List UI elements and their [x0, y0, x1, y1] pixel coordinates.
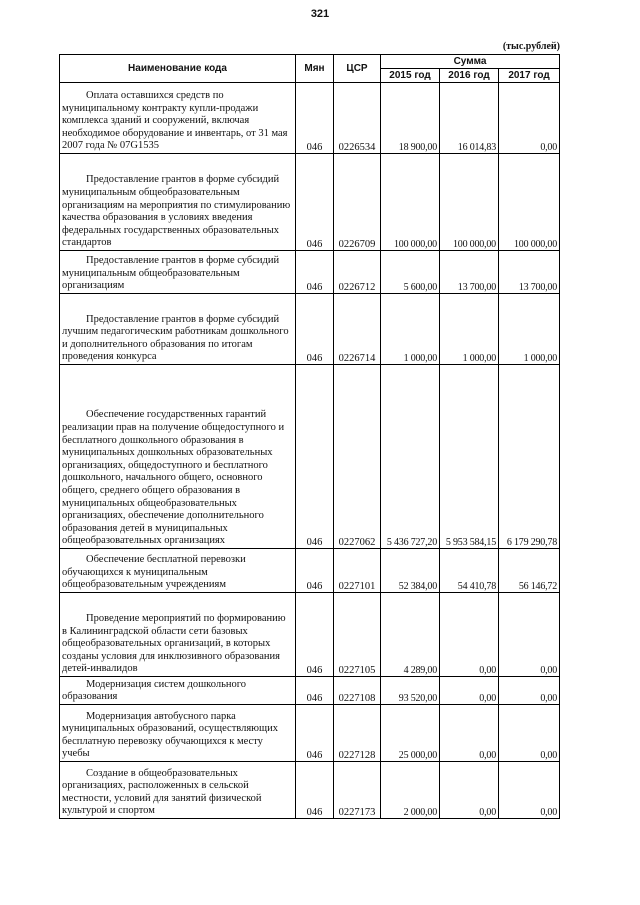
header-sum: Сумма — [381, 55, 560, 69]
row-2015: 5 600,00 — [381, 251, 440, 294]
row-2016: 13 700,00 — [440, 251, 499, 294]
row-2017: 0,00 — [499, 83, 560, 154]
row-name: Обеспечение бесплатной перевозки обучающихся к муниципальным общеобразовательным учреждениям — [62, 554, 246, 591]
header-csr: ЦСР — [334, 55, 381, 83]
row-myan: 046 — [296, 593, 334, 677]
row-2017: 100 000,00 — [499, 154, 560, 251]
row-2017: 0,00 — [499, 762, 560, 819]
row-name: Обеспечение государственных гарантий реализации прав на получение общедоступного и бесплатного дошкольного образования в муниципальных дошкольных образовательных организациях, общедоступного и бесплатного дошкольного, начального общего, основного общего, среднего общего образования в муниципальных общеобразовательных организациях, обеспечение дополнительного образования детей в муниципальных общеобразовательных организациях — [62, 409, 285, 547]
table-row — [60, 593, 560, 677]
row-2015: 18 900,00 — [381, 83, 440, 154]
row-csr: 0227108 — [334, 677, 381, 705]
page-number: 321 — [310, 8, 330, 20]
row-csr: 0226534 — [334, 83, 381, 154]
row-csr: 0227128 — [334, 705, 381, 762]
row-myan: 046 — [296, 677, 334, 705]
table-row — [60, 83, 560, 154]
row-2017: 0,00 — [499, 593, 560, 677]
row-2015: 4 289,00 — [381, 593, 440, 677]
row-2017: 56 146,72 — [499, 549, 560, 593]
row-2015: 52 384,00 — [381, 549, 440, 593]
table-row — [60, 251, 560, 294]
table-row — [60, 294, 560, 365]
row-csr: 0226712 — [334, 251, 381, 294]
table-row — [60, 365, 560, 549]
row-myan: 046 — [296, 549, 334, 593]
row-name: Проведение мероприятий по формированию в Калининградской области сети базовых общеобразовательных организаций, в которых созданы условия для инклюзивного образования детей-инвалидов — [62, 613, 286, 675]
table-row — [60, 705, 560, 762]
row-2015: 93 520,00 — [381, 677, 440, 705]
row-myan: 046 — [296, 294, 334, 365]
table-row — [60, 154, 560, 251]
row-2016: 5 953 584,15 — [440, 365, 499, 549]
row-myan: 046 — [296, 762, 334, 819]
row-name: Предоставление грантов в форме субсидий лучшим педагогическим работникам дошкольного и дополнительного образования по итогам проведения конкурса — [62, 313, 289, 363]
row-myan: 046 — [296, 251, 334, 294]
header-myan: Мян — [296, 55, 334, 83]
row-2015: 100 000,00 — [381, 154, 440, 251]
row-2015: 2 000,00 — [381, 762, 440, 819]
row-myan: 046 — [296, 705, 334, 762]
row-2017: 13 700,00 — [499, 251, 560, 294]
row-2016: 0,00 — [440, 677, 499, 705]
row-myan: 046 — [296, 83, 334, 154]
row-2015: 5 436 727,20 — [381, 365, 440, 549]
table-row — [60, 677, 560, 705]
row-2017: 0,00 — [499, 677, 560, 705]
row-name: Оплата оставшихся средств по муниципальному контракту купли-продажи комплекса зданий и сооружений, включая необходимое оборудование и инвентарь, от 31 мая 2007 года № 07G1535 — [62, 90, 288, 152]
header-2015: 2015 год — [381, 69, 440, 83]
row-2016: 0,00 — [440, 705, 499, 762]
row-2016: 1 000,00 — [440, 294, 499, 365]
row-2015: 1 000,00 — [381, 294, 440, 365]
header-2017: 2017 год — [499, 69, 560, 83]
row-2017: 1 000,00 — [499, 294, 560, 365]
row-name: Создание в общеобразовательных организациях, расположенных в сельской местности, условий для занятий физической культурой и спортом — [62, 767, 262, 817]
row-2017: 0,00 — [499, 705, 560, 762]
row-name: Модернизация автобусного парка муниципальных образований, осуществляющих бесплатную перевозку обучающихся к месту учебы — [62, 710, 278, 760]
row-name: Предоставление грантов в форме субсидий муниципальным общеобразовательным организациям на мероприятия по стимулированию качества образования в условиях введения федеральных государственных образовательных стандартов — [62, 174, 291, 249]
row-csr: 0226714 — [334, 294, 381, 365]
units-label: (тыс.рублей) — [502, 41, 560, 52]
row-csr: 0227105 — [334, 593, 381, 677]
row-name: Предоставление грантов в форме субсидий муниципальным общеобразовательным организациям — [62, 255, 280, 292]
header-2016: 2016 год — [440, 69, 499, 83]
row-myan: 046 — [296, 154, 334, 251]
row-name: Модернизация систем дошкольного образования — [62, 678, 247, 703]
row-csr: 0226709 — [334, 154, 381, 251]
row-2016: 100 000,00 — [440, 154, 499, 251]
table-row — [60, 762, 560, 819]
row-csr: 0227062 — [334, 365, 381, 549]
row-2016: 0,00 — [440, 593, 499, 677]
row-2016: 0,00 — [440, 762, 499, 819]
row-myan: 046 — [296, 365, 334, 549]
table-row — [60, 549, 560, 593]
row-2017: 6 179 290,78 — [499, 365, 560, 549]
header-name: Наименование кода — [60, 55, 296, 83]
row-2016: 54 410,78 — [440, 549, 499, 593]
row-2016: 16 014,83 — [440, 83, 499, 154]
row-csr: 0227101 — [334, 549, 381, 593]
budget-table — [59, 54, 560, 819]
row-csr: 0227173 — [334, 762, 381, 819]
row-2015: 25 000,00 — [381, 705, 440, 762]
